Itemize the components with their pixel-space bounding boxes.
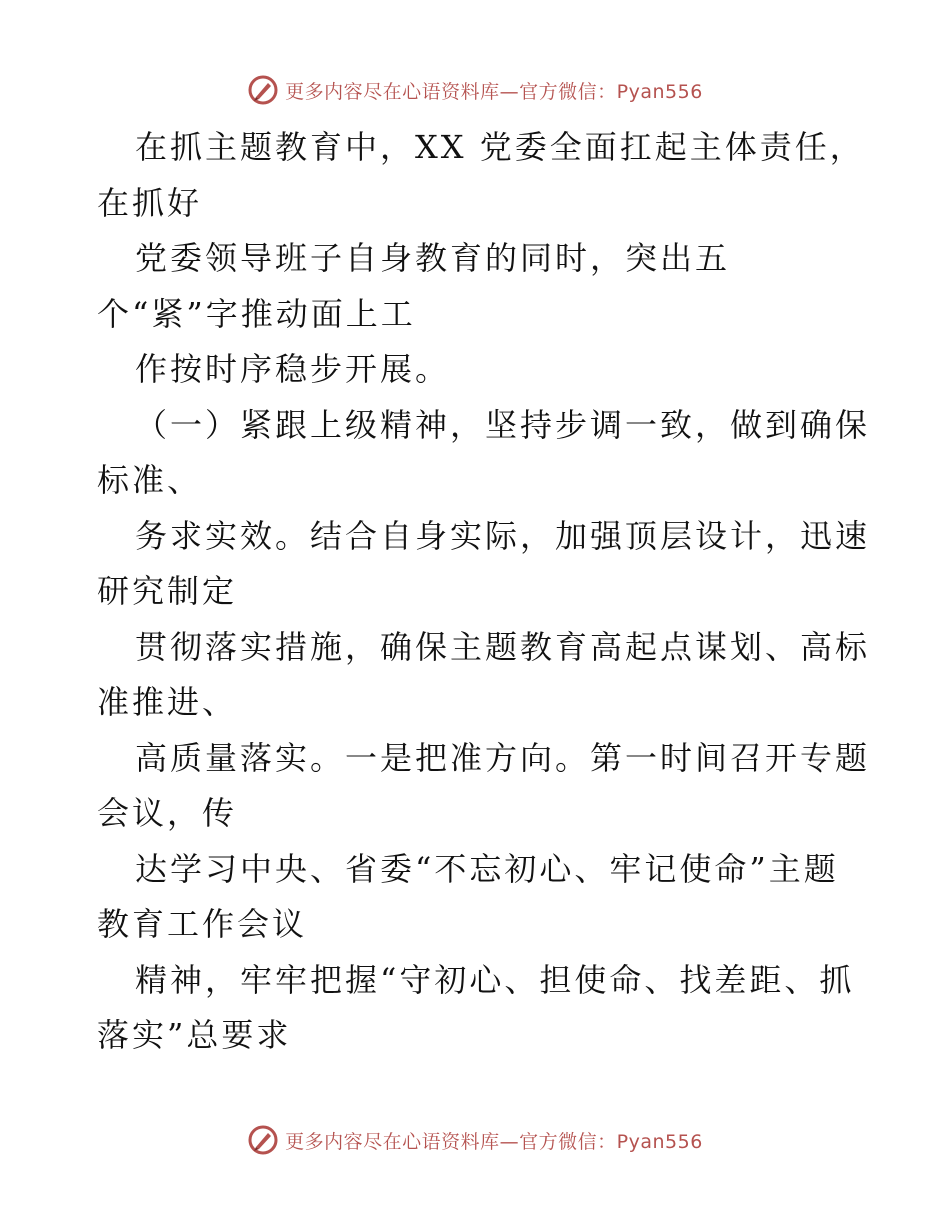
text-line: 个“紧”字推动面上工 xyxy=(97,294,416,333)
watermark-text: 更多内容尽在心语资料库—官方微信：Pyan556 xyxy=(285,1130,703,1153)
text-line: 作按时序稳步开展。 xyxy=(135,350,451,388)
text-line: 会议，传 xyxy=(97,794,238,832)
footer-watermark xyxy=(0,1120,950,1160)
text-line: （一）紧跟上级精神，坚持步调一致，做到确保 xyxy=(135,405,871,444)
watermark-text: 更多内容尽在心语资料库—官方微信：Pyan556 xyxy=(285,80,703,103)
text-line: 达学习中央、省委“不忘初心、牢记使命”主题 xyxy=(135,849,839,888)
text-line: 贯彻落实措施，确保主题教育高起点谋划、高标 xyxy=(135,627,871,666)
pen-logo-icon xyxy=(247,1124,279,1156)
text-line: 高质量落实。一是把准方向。第一时间召开专题 xyxy=(135,738,871,777)
text-line: 研究制定 xyxy=(97,572,238,610)
text-line: 准推进、 xyxy=(97,683,238,721)
document-body xyxy=(97,120,871,1064)
text-line: 党委领导班子自身教育的同时，突出五 xyxy=(135,239,731,277)
header-watermark xyxy=(0,70,950,110)
pen-logo-icon xyxy=(247,74,279,106)
text-line: 在抓好 xyxy=(97,183,203,222)
text-line: 务求实效。结合自身实际，加强顶层设计，迅速 xyxy=(135,516,871,555)
text-line: 教育工作会议 xyxy=(97,905,308,943)
text-line: 标准、 xyxy=(97,461,203,499)
text-line: 落实”总要求 xyxy=(97,1016,292,1054)
text-line: 在抓主题教育中，XX 党委全面扛起主体责任， xyxy=(135,128,865,166)
text-line: 精神，牢牢把握“守初心、担使命、找差距、抓 xyxy=(135,960,855,999)
